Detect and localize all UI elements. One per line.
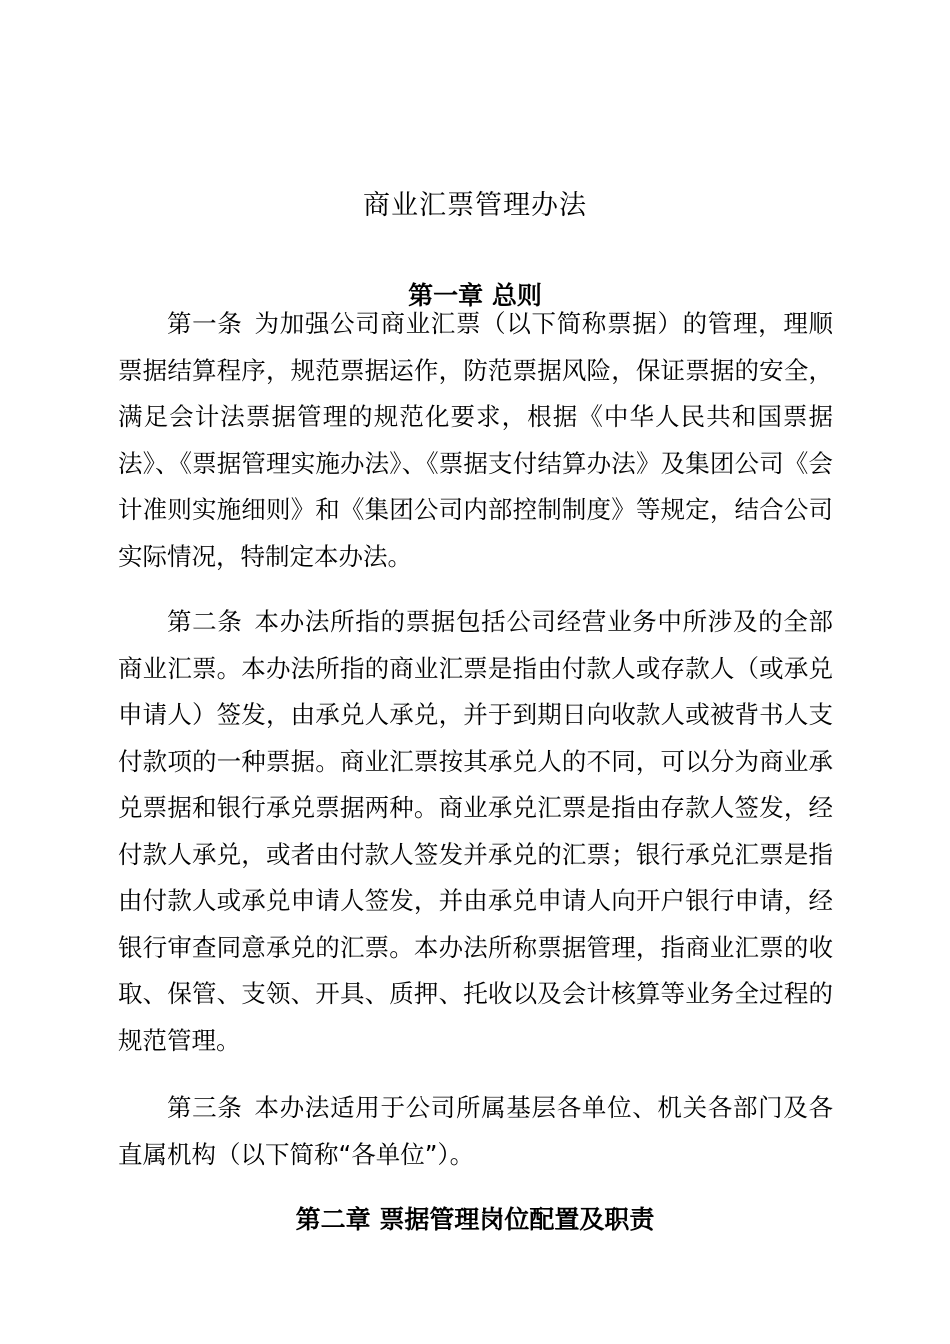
article-3 [118, 1085, 833, 1178]
article-1-label: 第一条 [167, 309, 243, 338]
article-1-text: 为加强公司商业汇票（以下简称票据）的管理，理顺票据结算程序，规范票据运作，防范票据风险，保证票据的安全，满足会计法票据管理的规范化要求，根据《中华人民共和国票据法》、《票据管理实施办法》、《票据支付结算办法》及集团公司《会计准则实施细则》和《集团公司内部控制制度》等规定，结合公司实际情况，特制定本办法。 [118, 309, 834, 571]
article-3-label: 第三条 [167, 1093, 243, 1122]
article-2-text: 本办法所指的票据包括公司经营业务中所涉及的全部商业汇票。本办法所指的商业汇票是指由付款人或存款人（或承兑申请人）签发，由承兑人承兑，并于到期日向收款人或被背书人支付款项的一种票据。商业汇票按其承兑人的不同，可以分为商业承兑票据和银行承兑票据两种。商业承兑汇票是指由存款人签发，经付款人承兑，或者由付款人签发并承兑的汇票；银行承兑汇票是指由付款人或承兑申请人签发，并由承兑申请人向开户银行申请，经银行审查同意承兑的汇票。本办法所称票据管理，指商业汇票的收取、保管、支领、开具、质押、托收以及会计核算等业务全过程的规范管理。 [118, 607, 834, 1055]
document-title: 商业汇票管理办法 [363, 190, 587, 222]
article-2-label: 第二条 [167, 607, 243, 636]
chapter-1-heading: 第一章 总则 [408, 280, 542, 310]
article-1 [118, 301, 833, 580]
chapter-2-heading: 第二章 票据管理岗位配置及职责 [295, 1204, 655, 1234]
article-2 [118, 599, 833, 1064]
article-3-text: 本办法适用于公司所属基层各单位、机关各部门及各直属机构（以下简称“各单位”）。 [118, 1093, 834, 1169]
